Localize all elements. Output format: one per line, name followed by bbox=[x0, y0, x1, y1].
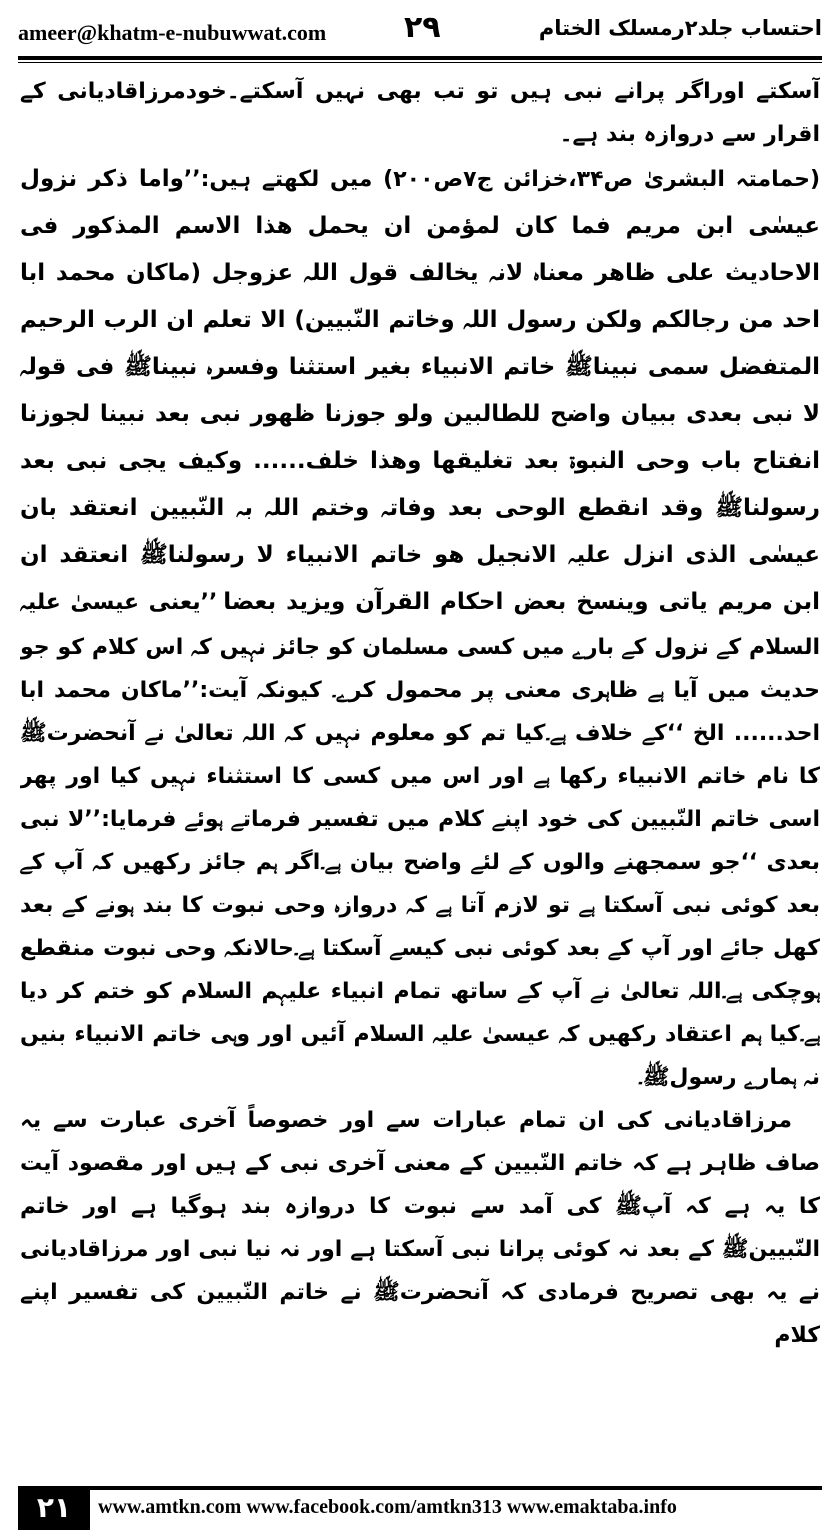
page-footer bbox=[18, 1486, 822, 1530]
paragraph-intro: آسکتے اوراگر پرانے نبی ہیں تو تب بھی نہیں آسکتے۔خودمرزاقادیانی کے اقرار سے دروازہ بند ہے۔ bbox=[20, 79, 820, 147]
urdu-translation: ’’یعنی عیسیٰ علیہ السلام کے نزول کے بارے میں کسی مسلمان کو جائز نہیں کہ اس کلام کو جو حدیث میں آیا ہے ظاہری معنی پر محمول کرے۔ کیونکہ آیت:’’ماکان محمد ابا احد...... الخ ‘‘کے خلاف ہے۔کیا تم کو معلوم نہیں کہ اللہ تعالیٰ نے آنحضرتﷺ کا نام خاتم الانبیاء رکھا ہے اور اس میں کسی کا استثناء نہیں کیا اور پھر اسی خاتم النّبیین کی خود اپنے کلام میں تفسیر فرماتے ہوئے فرمایا:’’لا نبی بعدی ‘‘جو سمجھنے والوں کے لئے واضح بیان ہے۔اگر ہم جائز رکھیں کہ آپ کے بعد کوئی نبی آسکتا ہے تو لازم آتا ہے کہ دروازہ وحی نبوت کا بند ہونے کے بعد کھل جائے اور آپ کے بعد کوئی نبی کیسے آسکتا ہے۔حالانکہ وحی نبوت منقطع ہوچکی ہے۔اللہ تعالیٰ نے آپ کے ساتھ تمام انبیاء علیہم السلام کو ختم کر دیا ہے۔کیا ہم اعتقاد رکھیں کہ عیسیٰ علیہ السلام آئیں اور وہی خاتم الانبیاء بنیں نہ ہمارے رسولﷺ۔ bbox=[20, 590, 820, 1090]
page-body bbox=[20, 70, 820, 1442]
page-header bbox=[18, 8, 822, 52]
quote-reference: (حمامتہ البشریٰ ص۳۴،خزائن ج۷ص۲۰۰) میں لکھتے ہیں:’’ bbox=[183, 167, 820, 192]
header-rule bbox=[18, 56, 822, 63]
paragraph-quote bbox=[20, 156, 820, 1099]
header-email: ameer@khatm-e-nubuwwat.com bbox=[18, 20, 327, 45]
header-book-title: احتساب جلد۲رمسلک الختام bbox=[538, 16, 822, 40]
footer-links: www.amtkn.com www.facebook.com/amtkn313 www.emaktaba.info bbox=[98, 1496, 677, 1518]
paragraph-conclusion: مرزاقادیانی کی ان تمام عبارات سے اور خصوصاً آخری عبارت سے یہ صاف ظاہر ہے کہ خاتم النّبیین کے معنی آخری نبی کے ہیں اور مقصود آیت کا یہ ہے کہ آپﷺ کی آمد سے نبوت کا دروازہ بند ہوگیا ہے اور خاتم النّبیینﷺ کے بعد نہ کوئی پرانا نبی آسکتا ہے اور نہ نیا نبی اور مرزاقادیانی نے یہ بھی تصریح فرمادی کہ آنحضرتﷺ نے خاتم النّبیین کی تفسیر اپنے کلام bbox=[20, 1108, 820, 1348]
arabic-quote: واما ذکر نزول عیسٰی ابن مریم فما کان لمؤمن ان یحمل ھذا الاسم المذکور فی الاحادیث علی ظاھر معناہ لانہ یخالف قول اللہ عزوجل (ماکان محمد ابا احد من رجالکم ولکن رسول اللہ وخاتم النّبیین) الا تعلم ان الرب الرحیم المتفضل سمی نبیناﷺ خاتم الانبیاء بغیر استثنا وفسرہ نبیناﷺ فی قولہ لا نبی بعدی ببیان واضح للطالبین ولو جوزنا ظھور نبی بعد نبینا لجوزنا انفتاح باب وحی النبوۃ بعد تغلیقھا وھذا خلف...... وکیف یجی نبی بعد رسولناﷺ وقد انقطع الوحی بعد وفاتہ وختم اللہ بہ النّبیین انعتقد بان عیسٰی الذی انزل علیہ الانجیل ھو خاتم الانبیاء لا رسولناﷺ انعتقد ان ابن مریم یاتی وینسخ بعض احکام القرآن ویزید بعضا bbox=[20, 166, 820, 615]
header-page-number: ۲۹ bbox=[404, 10, 441, 45]
footer-page-number: ۲۱ bbox=[18, 1486, 90, 1530]
